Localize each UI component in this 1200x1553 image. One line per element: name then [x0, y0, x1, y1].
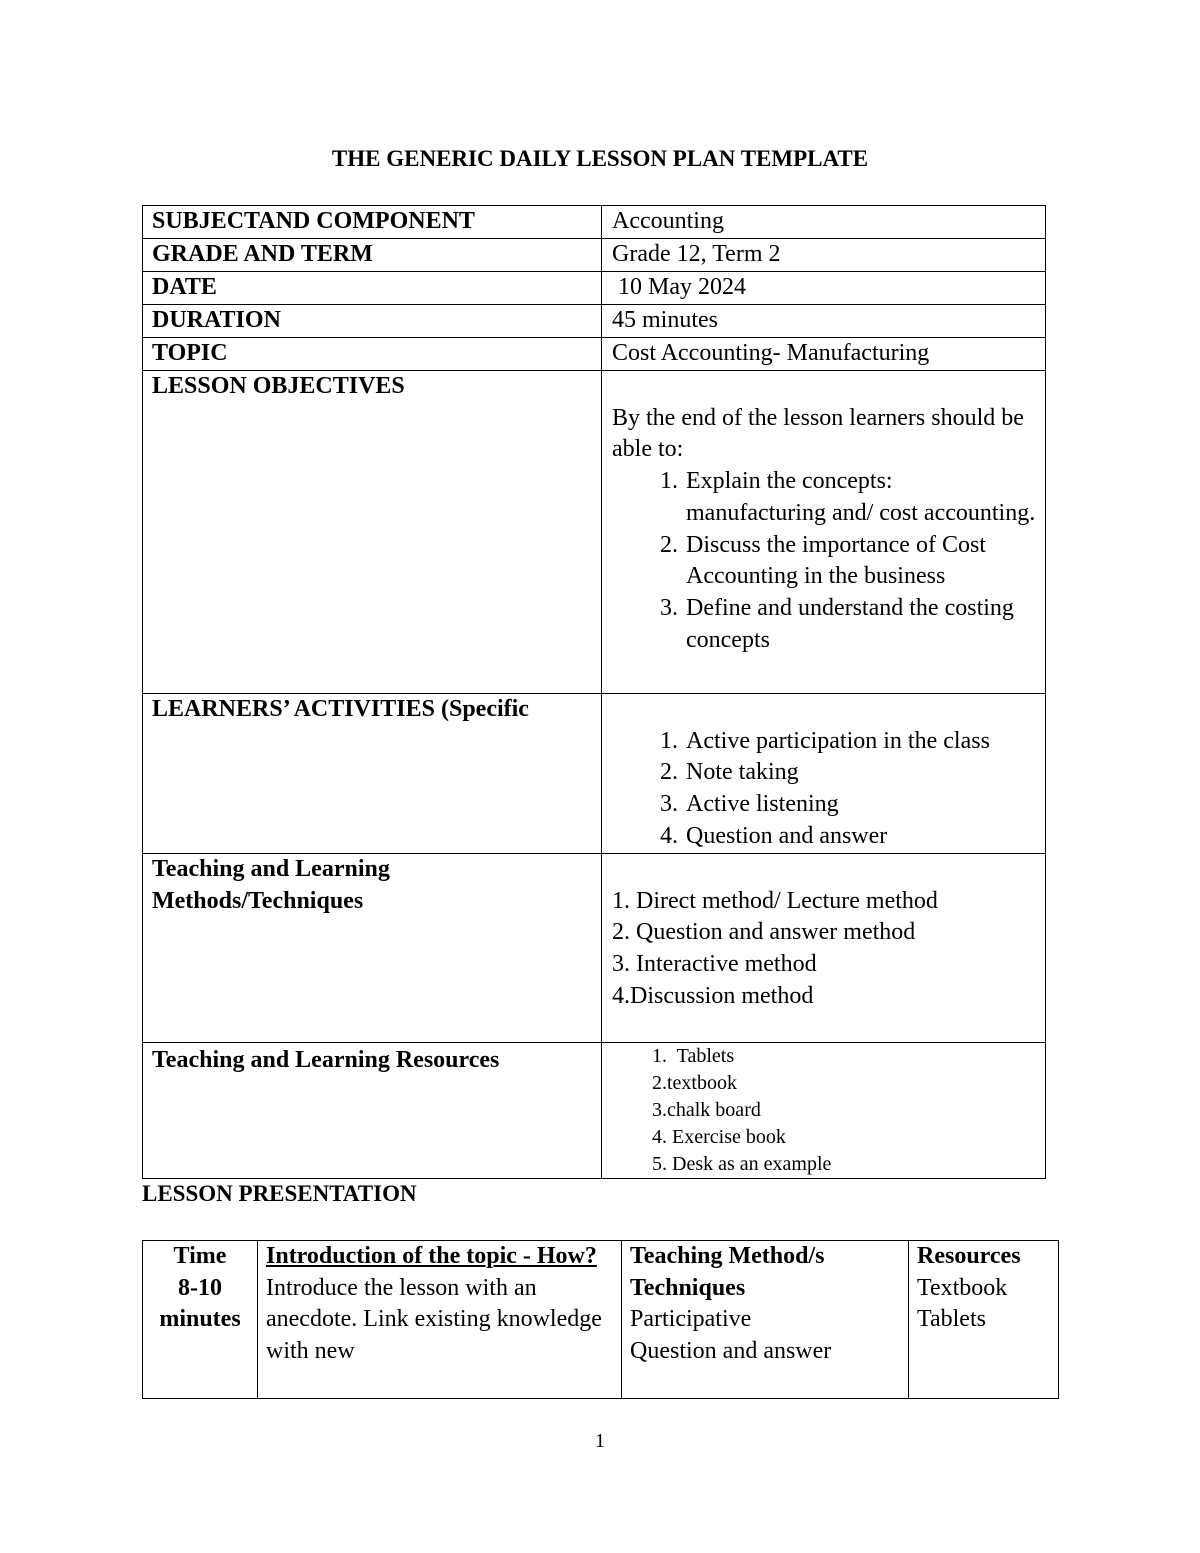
- introduction-text: Introduce the lesson with an anecdote. Link existing knowledge with new: [266, 1274, 602, 1365]
- resources-heading: Resources: [917, 1243, 1021, 1269]
- lesson-info-table: [142, 205, 1046, 1179]
- time-label: Time: [173, 1243, 227, 1269]
- methods-cell: [602, 854, 1046, 1043]
- topic-label: TOPIC: [143, 338, 602, 371]
- lesson-presentation-heading: LESSON PRESENTATION: [142, 1181, 417, 1206]
- table-row: [143, 694, 1046, 854]
- time-value: 8-10: [178, 1274, 222, 1301]
- topic-value: Cost Accounting- Manufacturing: [602, 338, 1046, 371]
- methods-label: Teaching and Learning Methods/Techniques: [143, 854, 602, 1043]
- list-item: 1. Active participation in the class: [684, 726, 1037, 758]
- list-item: 3. Active listening: [684, 789, 1037, 821]
- resources-cell: [602, 1043, 1046, 1179]
- activities-cell: [602, 694, 1046, 854]
- list-item: 4.Discussion method: [612, 982, 814, 1009]
- resources-cell: [909, 1241, 1059, 1399]
- resources-label: Teaching and Learning Resources: [143, 1043, 602, 1179]
- list-item: 3. Define and understand the costing concepts: [684, 593, 1037, 656]
- list-item: 5. Desk as an example: [652, 1153, 832, 1175]
- list-item: 3.chalk board: [652, 1099, 761, 1121]
- list-item: 4. Question and answer: [684, 821, 1037, 853]
- time-cell: [143, 1241, 258, 1399]
- list-item: 1. Tablets: [652, 1045, 735, 1067]
- table-row: [143, 371, 1046, 694]
- grade-label: GRADE AND TERM: [143, 239, 602, 272]
- objectives-intro: By the end of the lesson learners should be able to:: [612, 404, 1024, 463]
- table-row: [143, 1241, 1059, 1399]
- subject-value: Accounting: [602, 206, 1046, 239]
- table-row: [143, 305, 1046, 338]
- table-row: [143, 854, 1046, 1043]
- table-row: [143, 1043, 1046, 1179]
- list-item: 3. Interactive method: [612, 951, 817, 978]
- introduction-heading: Introduction of the topic - How?: [266, 1243, 597, 1269]
- objectives-label: LESSON OBJECTIVES: [143, 371, 602, 694]
- list-item: 2. Note taking: [684, 757, 1037, 789]
- method-cell: [622, 1241, 909, 1399]
- list-item: Participative: [630, 1306, 752, 1333]
- table-row: [143, 272, 1046, 305]
- list-item: 2. Discuss the importance of Cost Accounting in the business: [684, 530, 1037, 593]
- grade-value: Grade 12, Term 2: [602, 239, 1046, 272]
- list-item: Tablets: [917, 1306, 986, 1333]
- page-number: 1: [595, 1430, 605, 1452]
- time-unit: minutes: [159, 1306, 241, 1333]
- list-item: Question and answer: [630, 1338, 832, 1365]
- document-title: THE GENERIC DAILY LESSON PLAN TEMPLATE: [331, 146, 869, 171]
- duration-value: 45 minutes: [602, 305, 1046, 338]
- lesson-presentation-table: [142, 1240, 1059, 1399]
- objectives-list: [612, 466, 1037, 656]
- activities-list: [612, 726, 1037, 853]
- list-item: Textbook: [917, 1274, 1008, 1301]
- list-item: 2.textbook: [652, 1072, 737, 1094]
- subject-label: SUBJECTAND COMPONENT: [143, 206, 602, 239]
- activities-label: LEARNERS’ ACTIVITIES (Specific: [143, 694, 602, 854]
- duration-label: DURATION: [143, 305, 602, 338]
- table-row: [143, 338, 1046, 371]
- list-item: 1. Explain the concepts: manufacturing and/ cost accounting.: [684, 466, 1037, 529]
- introduction-cell: [258, 1241, 622, 1399]
- list-item: 4. Exercise book: [652, 1126, 786, 1148]
- objectives-cell: [602, 371, 1046, 694]
- method-heading: Teaching Method/s Techniques: [630, 1243, 825, 1301]
- date-value: 10 May 2024: [602, 272, 1046, 305]
- list-item: 2. Question and answer method: [612, 919, 916, 946]
- table-row: [143, 239, 1046, 272]
- table-row: [143, 206, 1046, 239]
- list-item: 1. Direct method/ Lecture method: [612, 887, 938, 914]
- date-label: DATE: [143, 272, 602, 305]
